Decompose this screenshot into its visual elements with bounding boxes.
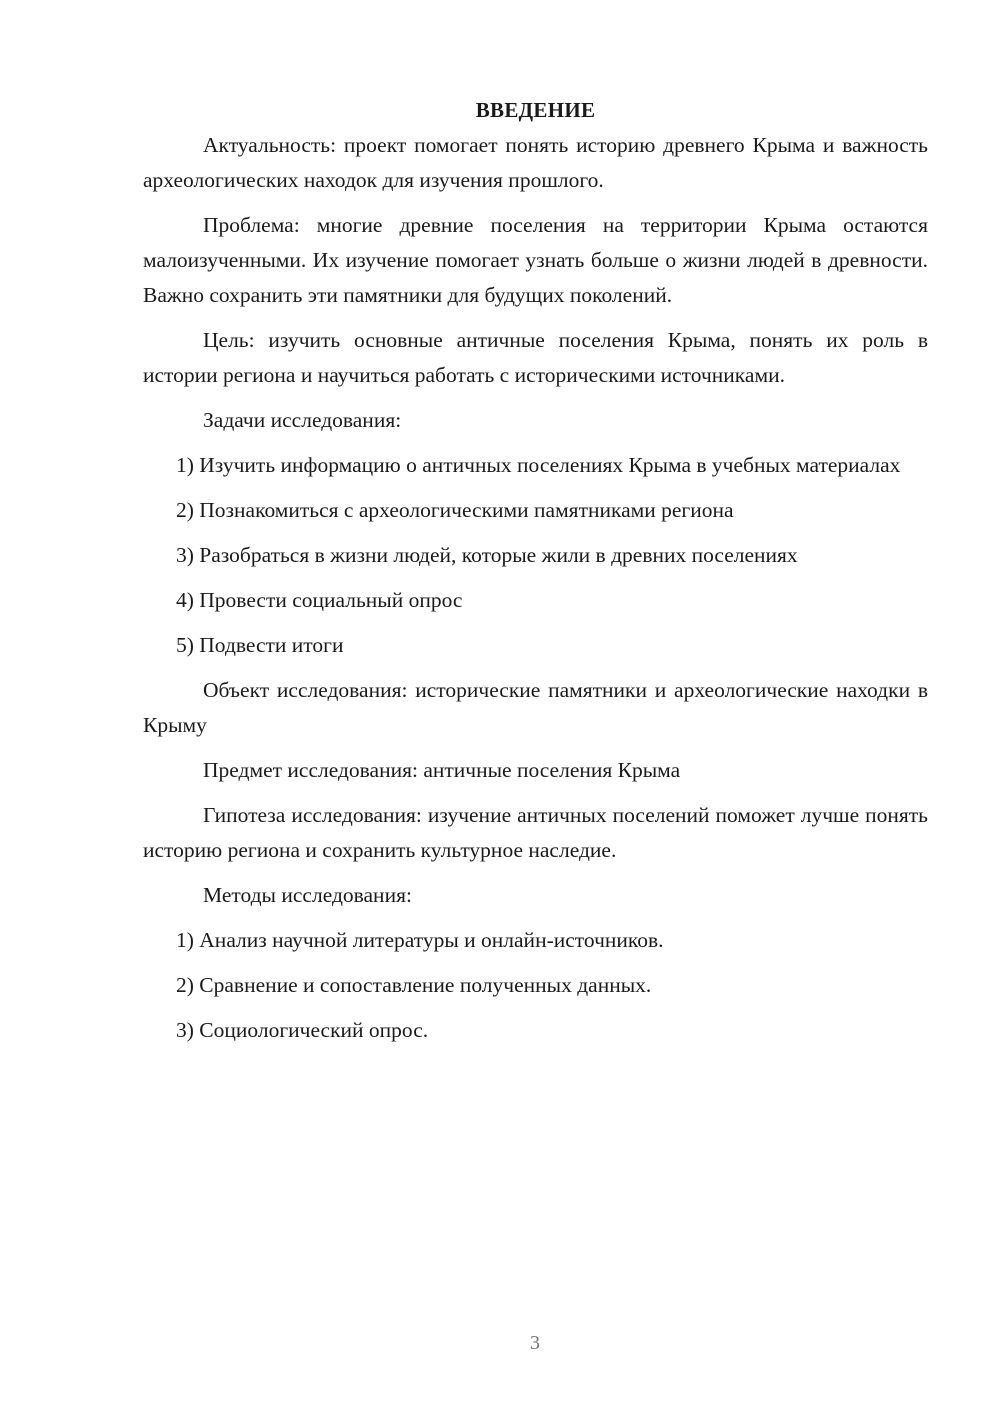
relevance-paragraph: Актуальность: проект помогает понять историю древнего Крыма и важность археологических находок для изучения прошлого. (143, 133, 928, 192)
subject-paragraph: Предмет исследования: античные поселения Крыма (203, 758, 681, 782)
problem-paragraph: Проблема: многие древние поселения на территории Крыма остаются малоизученными. Их изучение помогает узнать больше о жизни людей в древности. Важно сохранить эти памятники для будущих поколений. (143, 213, 928, 307)
document-page (143, 92, 928, 1058)
task-item: 1) Изучить информацию о античных поселениях Крыма в учебных материалах (176, 453, 901, 477)
goal-paragraph: Цель: изучить основные античные поселения Крыма, понять их роль в истории региона и научиться работать с историческими источниками. (143, 328, 928, 387)
method-item: 3) Социологический опрос. (176, 1018, 429, 1042)
section-title: ВВЕДЕНИЕ (475, 98, 596, 122)
task-item: 2) Познакомиться с археологическими памятниками региона (176, 498, 734, 522)
tasks-heading: Задачи исследования: (203, 408, 402, 432)
hypothesis-paragraph: Гипотеза исследования: изучение античных поселений поможет лучше понять историю региона и сохранить культурное наследие. (143, 803, 928, 862)
task-item: 4) Провести социальный опрос (176, 588, 463, 612)
method-item: 1) Анализ научной литературы и онлайн-источников. (176, 928, 664, 952)
task-item: 5) Подвести итоги (176, 633, 344, 657)
methods-heading: Методы исследования: (203, 883, 412, 907)
page-number: 3 (530, 1332, 540, 1354)
task-item: 3) Разобраться в жизни людей, которые жили в древних поселениях (176, 543, 798, 567)
object-paragraph: Объект исследования: исторические памятники и археологические находки в Крыму (143, 678, 928, 737)
method-item: 2) Сравнение и сопоставление полученных данных. (176, 973, 652, 997)
